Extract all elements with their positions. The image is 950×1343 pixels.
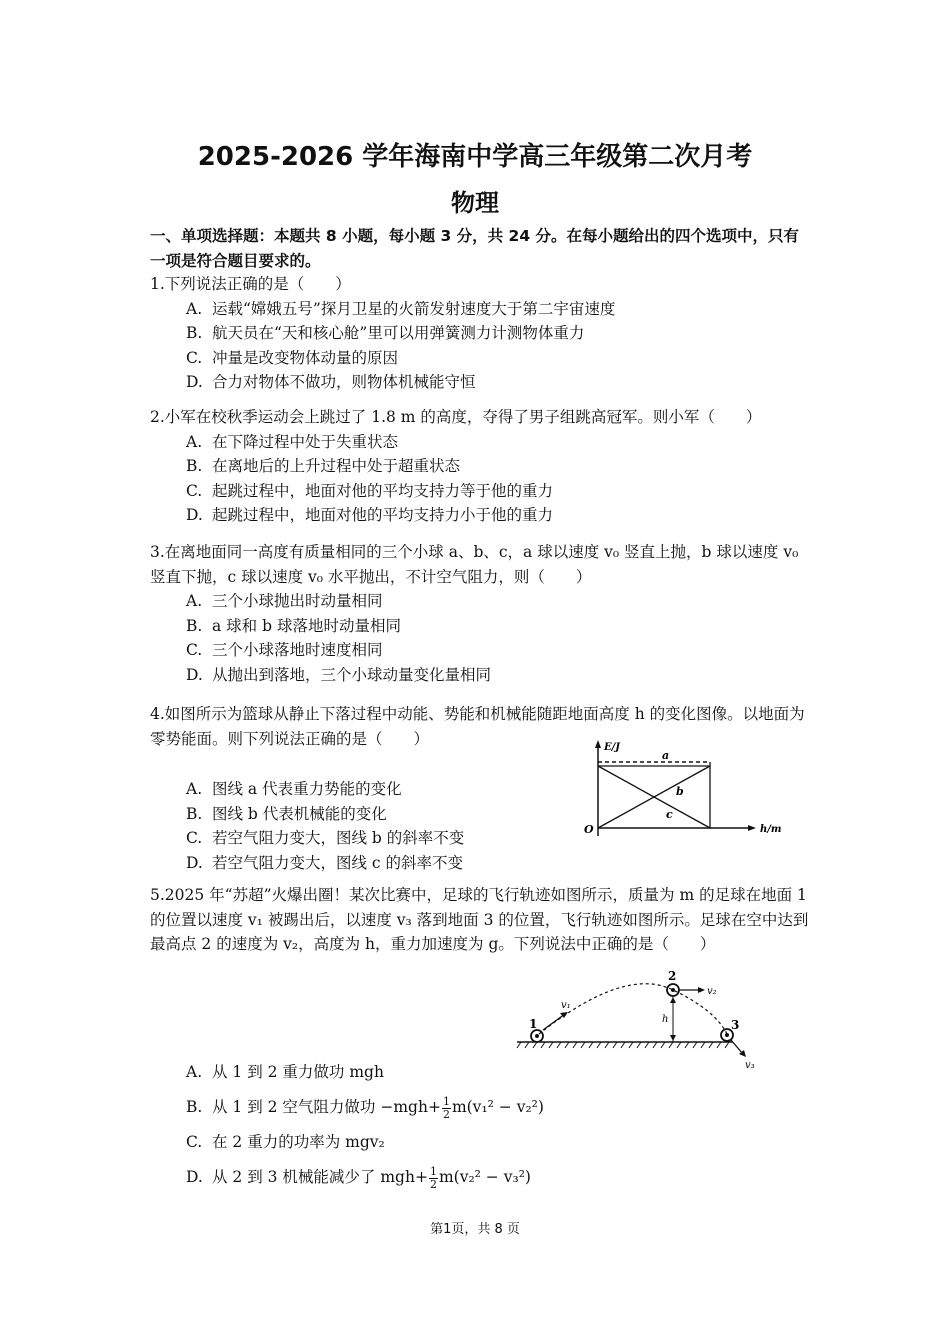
v2-label: v₂ bbox=[707, 986, 717, 997]
v3-label: v₃ bbox=[745, 1060, 755, 1071]
option-c: C. 三个小球落地时速度相同 bbox=[186, 641, 383, 659]
option-c: C. 起跳过程中，地面对他的平均支持力等于他的重力 bbox=[186, 481, 554, 500]
option-d: D. 从 2 到 3 机械能减少了 mgh+ $\frac{1}{2}$ m(v₂² − v₃²) bbox=[186, 1164, 531, 1191]
y-axis-label: E/J bbox=[604, 742, 621, 753]
option-b: B. 图线 b 代表机械能的变化 bbox=[186, 804, 387, 823]
option-a: A. 三个小球抛出时动量相同 bbox=[186, 592, 383, 610]
option-b: B. 从 1 到 2 空气阻力做功 −mgh+ $\frac{1}{2}$ m(v₁² − v₂²) bbox=[186, 1094, 544, 1121]
v3-arrow bbox=[731, 1040, 743, 1054]
v1-label: v₁ bbox=[561, 1000, 571, 1011]
football-trajectory-figure bbox=[515, 968, 775, 1078]
question-1 bbox=[150, 272, 810, 395]
line-a-label: a bbox=[662, 749, 670, 762]
option-c: C. 在 2 重力的功率为 mgv₂ bbox=[186, 1133, 385, 1151]
question-stem: 2.小军在校秋季运动会上跳过了 1.8 m 的高度，夺得了男子组跳高冠军。则小军（ ） bbox=[150, 408, 762, 426]
question-3 bbox=[150, 540, 810, 687]
line-c-label: c bbox=[666, 808, 673, 821]
option-a: A. 从 1 到 2 重力做功 mgh bbox=[186, 1063, 384, 1081]
section-heading: 一、单项选择题：本题共 8 小题，每小题 3 分，共 24 分。在每小题给出的四个选项中，只有一项是符合题目要求的。 bbox=[150, 227, 800, 270]
height-label: h bbox=[662, 1014, 669, 1025]
fraction-half: $\frac{1}{2}$ bbox=[442, 1094, 450, 1121]
point-2-label: 2 bbox=[668, 969, 677, 983]
option-d: D. 从抛出到落地，三个小球动量变化量相同 bbox=[186, 665, 492, 684]
point-1-label: 1 bbox=[529, 1017, 538, 1031]
ground-hatching bbox=[517, 1042, 729, 1048]
question-stem: 5.2025 年“苏超”火爆出圈！某次比赛中，足球的飞行轨迹如图所示，质量为 m 的足球在地面 1 的位置以速度 v₁ 被踢出后，以速度 v₃ 落到地面 3 的位置，飞行轨迹如图所示。足球在空中达到最高点 2 的速度为 v₂，高度为 h，重力加速度为 g。下列说法中正确的是（ ） bbox=[150, 886, 809, 953]
subject-title: 物理 bbox=[451, 189, 499, 217]
point-3-label: 3 bbox=[731, 1018, 740, 1032]
y-axis-arrow bbox=[595, 740, 601, 748]
page-footer: 第1页，共 8 页 bbox=[430, 1222, 520, 1237]
x-axis-arrow bbox=[748, 825, 756, 831]
option-d: D. 若空气阻力变大，图线 c 的斜率不变 bbox=[186, 853, 464, 872]
option-b: B. 在离地后的上升过程中处于超重状态 bbox=[186, 457, 461, 475]
fraction-half: $\frac{1}{2}$ bbox=[429, 1164, 437, 1191]
option-c: C. 若空气阻力变大，图线 b 的斜率不变 bbox=[186, 829, 465, 847]
option-a: A. 运载“嫦娥五号”探月卫星的火箭发射速度大于第二宇宙速度 bbox=[186, 299, 616, 318]
exam-title: 2025-2026 学年海南中学高三年级第二次月考 bbox=[197, 142, 753, 172]
question-stem: 3.在离地面同一高度有质量相同的三个小球 a、b、c，a 球以速度 v₀ 竖直上抛，b 球以速度 v₀ 竖直下抛，c 球以速度 v₀ 水平抛出，不计空气阻力，则（ ） bbox=[150, 543, 799, 586]
option-b: B. a 球和 b 球落地时动量相同 bbox=[186, 616, 401, 635]
question-stem: 4.如图所示为篮球从静止下落过程中动能、势能和机械能随距地面高度 h 的变化图像。以地面为零势能面。则下列说法正确的是（ ） bbox=[150, 705, 805, 748]
option-c: C. 冲量是改变物体动量的原因 bbox=[186, 348, 399, 367]
v1-arrow bbox=[543, 1014, 565, 1030]
origin-label: O bbox=[584, 823, 594, 836]
energy-height-graph bbox=[580, 738, 790, 848]
option-d: D. 合力对物体不做功，则物体机械能守恒 bbox=[186, 373, 476, 391]
option-d: D. 起跳过程中，地面对他的平均支持力小于他的重力 bbox=[186, 506, 554, 524]
question-2 bbox=[150, 405, 810, 528]
option-a: A. 在下降过程中处于失重状态 bbox=[186, 432, 399, 451]
line-b-label: b bbox=[676, 785, 684, 798]
x-axis-label: h/m bbox=[760, 824, 782, 835]
option-a: A. 图线 a 代表重力势能的变化 bbox=[186, 780, 402, 798]
question-5 bbox=[150, 883, 810, 957]
option-b: B. 航天员在“天和核心舱”里可以用弹簧测力计测物体重力 bbox=[186, 324, 585, 342]
question-stem: 1.下列说法正确的是（ ） bbox=[150, 275, 351, 293]
